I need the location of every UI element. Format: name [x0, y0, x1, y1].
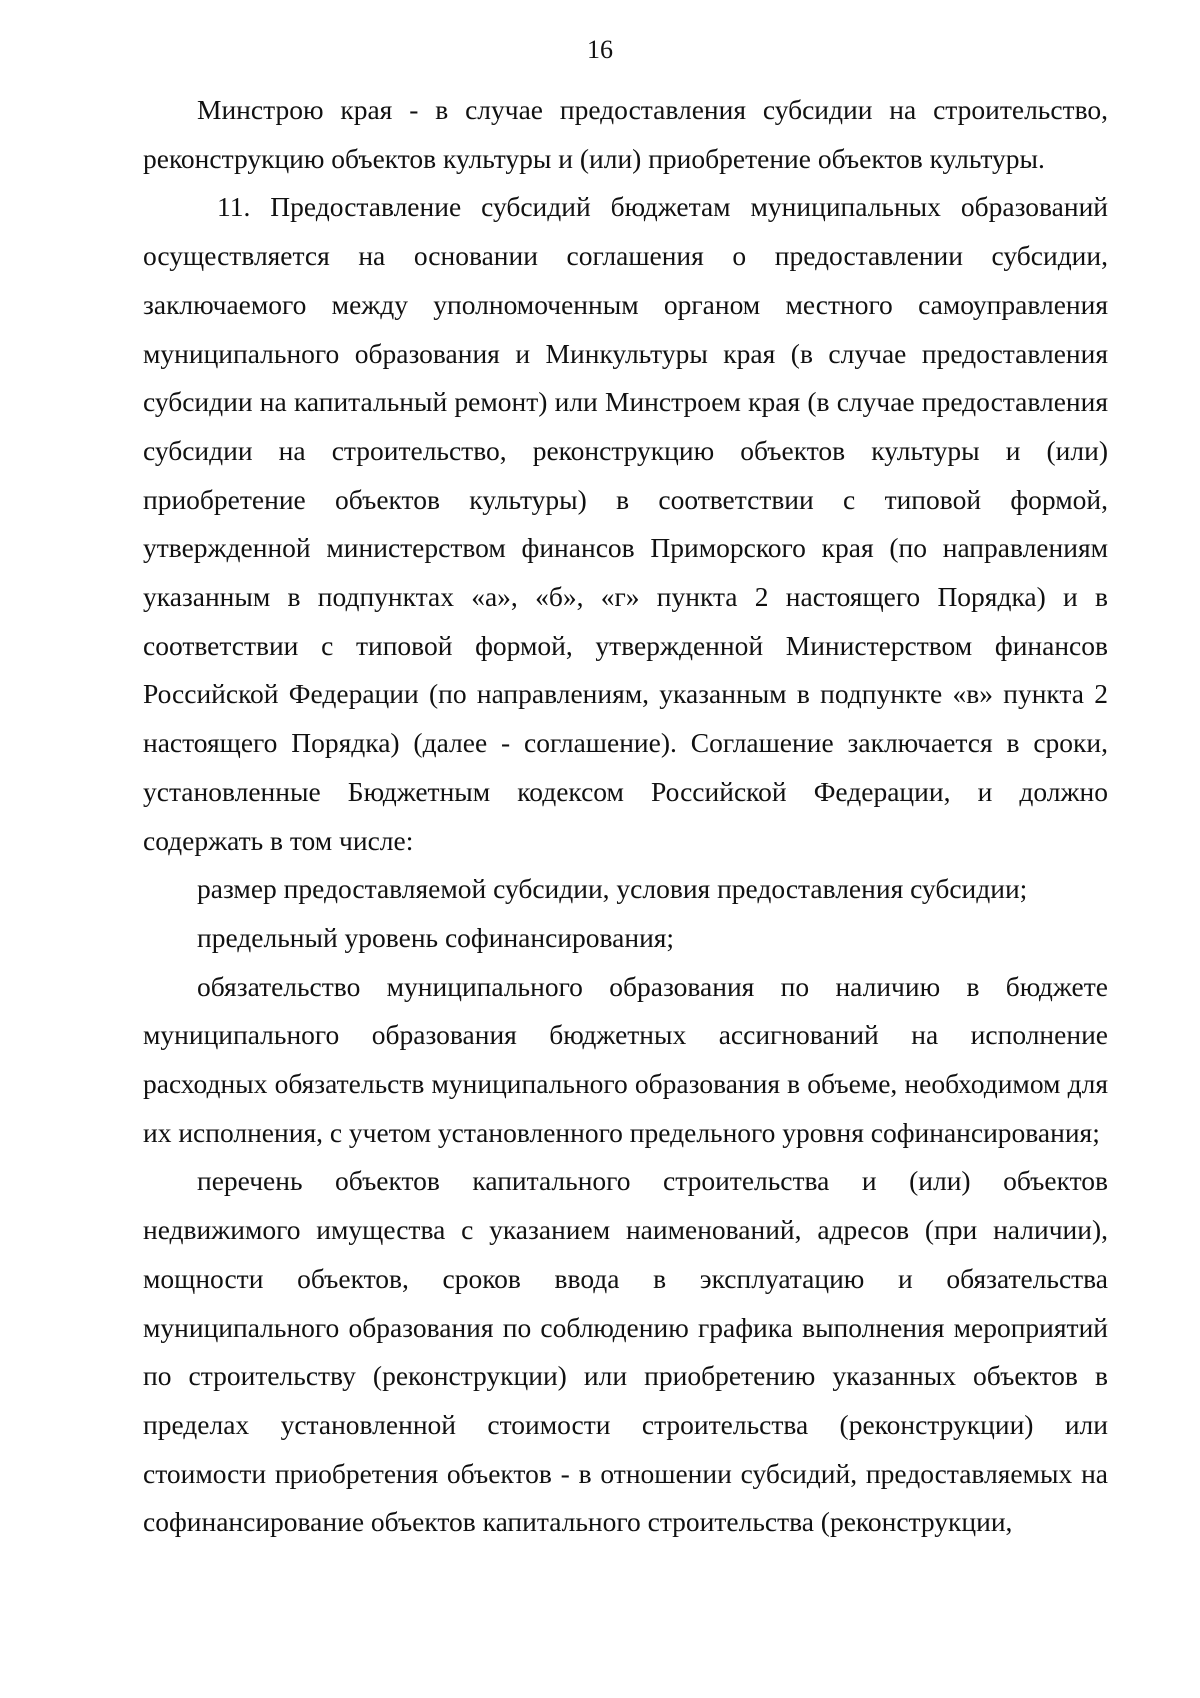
- paragraph-budget-obligation: обязательство муниципального образования по наличию в бюджете муниципального образования бюджетных ассигнований на исполнение расходных обязательств муниципального образования в объеме, необходимом для их исполнения, с учетом установленного предельного уровня софинансирования;: [143, 970, 1108, 1148]
- document-body: [143, 86, 1108, 1547]
- paragraph-objects-list: перечень объектов капитального строительства и (или) объектов недвижимого имущества с указанием наименований, адресов (при наличии), мощности объектов, сроков ввода в эксплуатацию и обязательства муниципального образования по соблюдению графика выполнения мероприятий по строительству (реконструкции) или приобретению указанных объектов в пределах установленной стоимости строительства (реконструкции) или стоимости приобретения объектов - в отношении субсидий, предоставляемых на софинансирование объектов капитального строительства (реконструкции,: [143, 1165, 1108, 1538]
- paragraph-cofinancing-level: предельный уровень софинансирования;: [197, 921, 675, 953]
- paragraph-item-11: 11. Предоставление субсидий бюджетам муниципальных образований осуществляется на основании соглашения о предоставлении субсидии, заключаемого между уполномоченным органом местного самоуправления муниципального образования и Минкультуры края (в случае предоставления субсидии на капитальный ремонт) или Минстроем края (в случае предоставления субсидии на строительство, реконструкцию объектов культуры и (или) приобретение объектов культуры) в соответствии с типовой формой, утвержденной министерством финансов Приморского края (по направлениям указанным в подпунктах «а», «б», «г» пункта 2 настоящего Порядка) и в соответствии с типовой формой, утвержденной Министерством финансов Российской Федерации (по направлениям, указанным в подпункте «в» пункта 2 настоящего Порядка) (далее - соглашение). Соглашение заключается в сроки, установленные Бюджетным кодексом Российской Федерации, и должно содержать в том числе:: [143, 191, 1108, 856]
- page-number: 16: [587, 35, 613, 64]
- paragraph-minstroy: Минстрою края - в случае предоставления субсидии на строительство, реконструкцию объектов культуры и (или) приобретение объектов культуры.: [143, 94, 1108, 174]
- paragraph-subsidy-size: размер предоставляемой субсидии, условия предоставления субсидии;: [197, 873, 1028, 905]
